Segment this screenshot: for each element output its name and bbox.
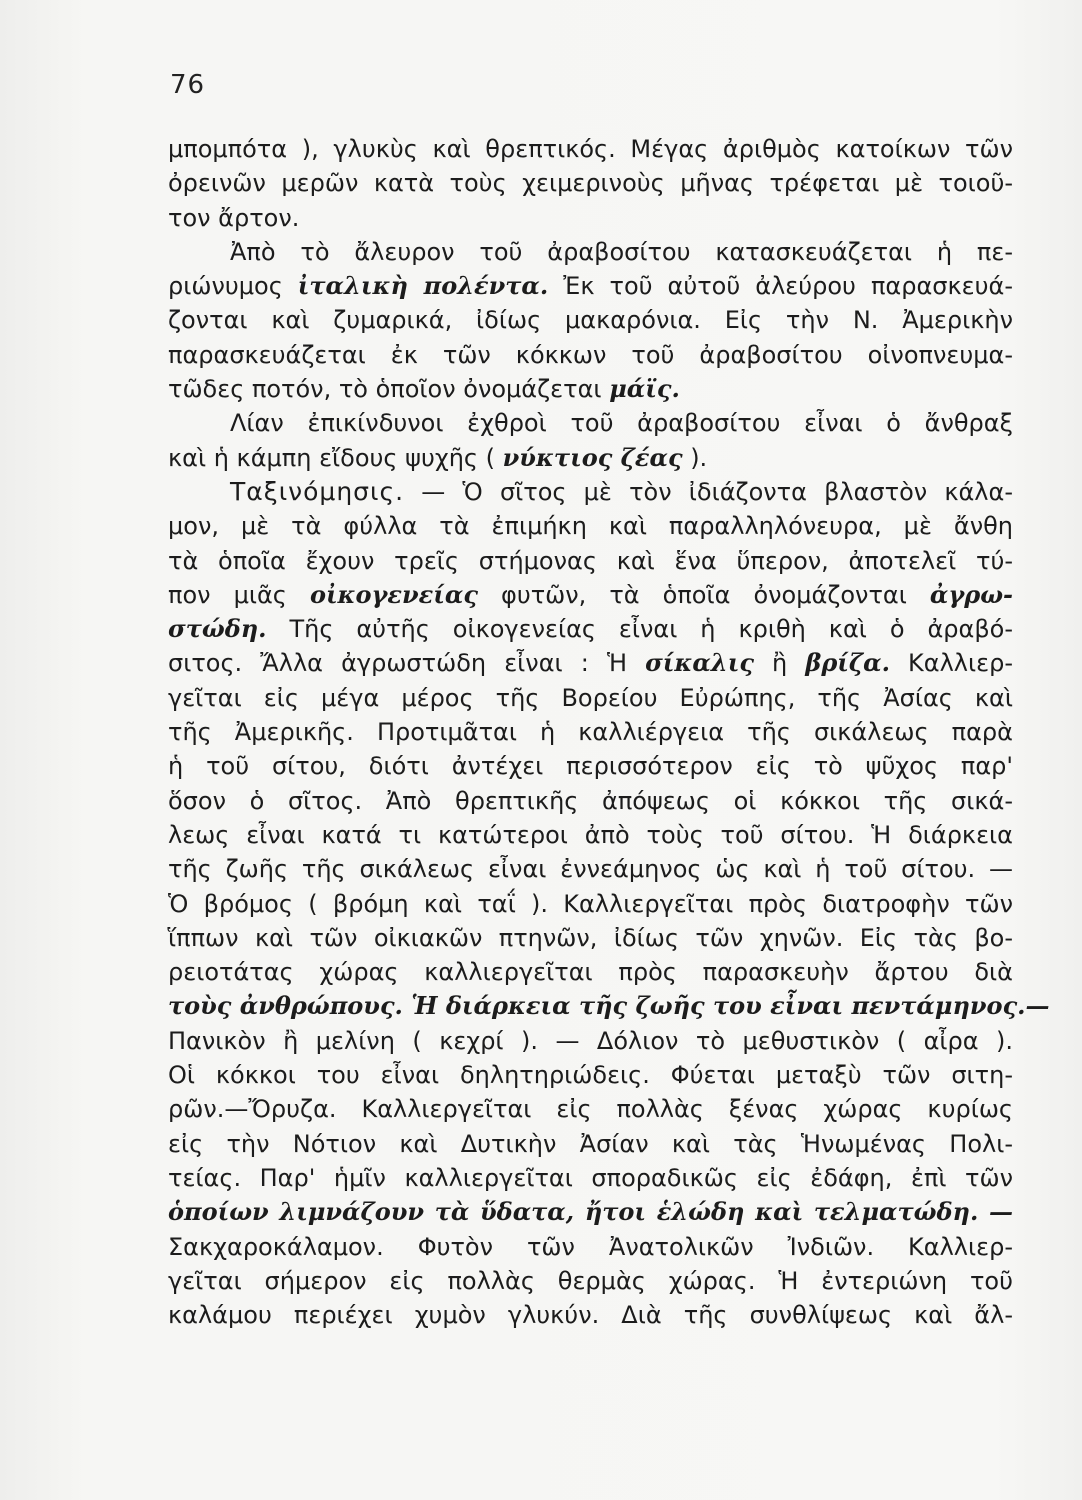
text-line: [168, 1092, 1013, 1126]
text-line: [168, 715, 1013, 749]
section-heading: Ταξινόμησις.: [230, 476, 405, 506]
text-line: [168, 1058, 1013, 1092]
text-line: [168, 338, 1013, 372]
page-number: 76: [170, 70, 206, 100]
emphasized-term: στώδη.: [168, 614, 267, 644]
text-segment: ρειοτάτας χώρας καλλιεργεῖται πρὸς παρασκευὴν ἄρτου διὰ: [168, 958, 1013, 987]
text-segment: τὰ ὁποῖα ἔχουν τρεῖς στήμονας καὶ ἕνα ὕπερον, ἀποτελεῖ τύ-: [168, 546, 1013, 575]
text-line: [168, 269, 1013, 303]
text-segment: Οἱ κόκκοι του εἶναι δηλητηριώδεις. Φύεται μεταξὺ τῶν σιτη-: [168, 1061, 1013, 1090]
text-line: [168, 475, 1013, 509]
text-segment: μπομπότα ), γλυκὺς καὶ θρεπτικός. Μέγας ἀριθμὸς κατοίκων τῶν: [168, 135, 1013, 163]
text-segment: σιτος. Ἄλλα ἀγρωστώδη εἶναι : Ἡ: [168, 649, 646, 678]
text-line: [168, 1230, 1013, 1264]
text-segment: (: [292, 889, 333, 918]
text-line: [168, 406, 1013, 440]
text-segment: (: [394, 1026, 440, 1055]
emphasized-term: οἰκογενείας: [309, 579, 478, 609]
text-segment: Ἀπὸ τὸ ἄλευρον τοῦ ἀραβοσίτου κατασκευάζεται ἡ πε-: [230, 237, 1013, 266]
text-segment: γεῖται σήμερον εἰς πολλὰς θερμὰς χώρας. Ἡ ἐντεριώνη τοῦ: [168, 1266, 1013, 1295]
text-segment: ). —: [503, 1026, 597, 1055]
text-line: [168, 1264, 1013, 1298]
text-line: [168, 303, 1013, 337]
emphasized-term: σίκαλις: [645, 648, 754, 678]
text-segment: βρόμος: [203, 889, 293, 918]
text-segment: Τῆς αὐτῆς οἰκογενείας εἶναι ἡ κριθὴ καὶ ὁ ἀραβό-: [266, 615, 1013, 644]
text-line: [168, 1161, 1013, 1195]
text-segment: τῶδες ποτόν, τὸ ὁποῖον ὀνομάζεται: [168, 375, 610, 404]
text-line: [168, 235, 1013, 269]
text-line: [168, 955, 1013, 989]
text-segment: καλάμου περιέχει χυμὸν γλυκύν. Διὰ τῆς συνθλίψεως καὶ ἄλ-: [168, 1301, 1013, 1330]
text-segment: Σακχαροκάλαμον.: [168, 1232, 384, 1261]
text-segment: ριώνυμος: [168, 272, 298, 301]
text-line: [168, 818, 1013, 852]
text-segment: Καλλιεργεῖται εἰς πολλὰς ξένας χώρας κυρίως: [336, 1095, 1013, 1124]
text-line: [168, 544, 1013, 578]
text-segment: βρόμη: [332, 889, 409, 918]
text-segment: Δόλιον τὸ μεθυστικὸν: [596, 1026, 880, 1055]
text-segment: ).: [978, 1026, 1014, 1055]
text-segment: γεῖται εἰς μέγα μέρος τῆς Βορείου Εὐρώπης, τῆς Ἀσίας καὶ: [168, 683, 1013, 712]
text-line: [168, 1024, 1013, 1058]
emphasized-term: ἰταλικὴ πολέντα.: [297, 271, 549, 301]
text-segment: ἡ τοῦ σίτου, διότι ἀντέχει περισσότερον εἰς τὸ ψῦχος παρ': [168, 752, 1013, 781]
text-segment: λεως εἶναι κατά τι κατώτεροι ἀπὸ τοὺς τοῦ σίτου. Ἡ διάρκεια: [168, 820, 1013, 849]
text-line: [168, 132, 1013, 166]
text-line: [168, 509, 1013, 543]
text-line: [168, 749, 1013, 783]
text-segment: τῆς ζωῆς τῆς σικάλεως εἶναι ἐννεάμηνος ὡς καὶ ἡ τοῦ σίτου. —: [168, 855, 1013, 884]
text-segment: παρασκευάζεται ἐκ τῶν κόκκων τοῦ ἀραβοσίτου οἰνοπνευμα-: [168, 340, 1013, 369]
text-segment: εἰς τὴν Νότιον καὶ Δυτικὴν Ἀσίαν καὶ τὰς Ἡνωμένας Πολι-: [168, 1129, 1013, 1158]
text-segment: Καλλιερ-: [889, 649, 1013, 678]
text-segment: ). Καλλιεργεῖται πρὸς διατροφὴν τῶν: [515, 889, 1014, 918]
emphasized-term: βρίζα.: [805, 648, 890, 678]
text-segment: ἢ: [753, 649, 806, 678]
text-segment: Πανικὸν ἢ μελίνη: [168, 1026, 395, 1055]
text-line: [168, 441, 1013, 475]
text-line: [168, 166, 1013, 200]
text-line: [168, 989, 1050, 1023]
text-line: [168, 578, 1013, 612]
text-segment: καὶ: [408, 889, 478, 918]
body-text: [168, 132, 1050, 1332]
text-segment: τῆς Ἀμερικῆς. Προτιμᾶται ἡ καλλιέργεια τῆς σικάλεως παρὰ: [168, 718, 1013, 747]
text-segment: Ὁ: [168, 889, 204, 918]
text-line: [168, 1195, 1013, 1229]
text-segment: Ἐκ τοῦ αὐτοῦ ἀλεύρου παρασκευά-: [548, 272, 1013, 301]
text-line: [168, 646, 1013, 680]
text-segment: πον μιᾶς: [168, 580, 310, 609]
text-segment: ἵππων καὶ τῶν οἰκιακῶν πτηνῶν, ἰδίως τῶν χηνῶν. Εἰς τὰς βο-: [168, 923, 1013, 952]
text-segment: Λίαν ἐπικίνδυνοι ἐχθροὶ τοῦ ἀραβοσίτου εἶναι ὁ ἄνθραξ: [230, 409, 1013, 438]
text-segment: (: [879, 1026, 924, 1055]
emphasized-term: ἀγρω-: [929, 579, 1014, 609]
text-line: [168, 681, 1013, 715]
text-segment: τείας. Παρ' ἡμῖν καλλιεργεῖται σποραδικῶς εἰς ἐδάφη, ἐπὶ τῶν: [168, 1163, 1013, 1192]
text-segment: Φυτὸν τῶν Ἀνατολικῶν Ἰνδιῶν. Καλλιερ-: [383, 1232, 1013, 1261]
emphasized-term: τοὺς ἀνθρώπους. Ἡ διάρκεια τῆς ζωῆς του εἶναι πεντάμηνος.—: [168, 991, 1050, 1021]
text-line: [168, 612, 1013, 646]
text-line: [168, 784, 1013, 818]
text-line: [168, 921, 1013, 955]
text-segment: μον, μὲ τὰ φύλλα τὰ ἐπιμήκη καὶ παραλληλόνευρα, μὲ ἄνθη: [168, 512, 1013, 541]
text-segment: ).: [682, 443, 708, 472]
text-segment: — Ὁ σῖτος μὲ τὸν ἰδιάζοντα βλαστὸν κάλα-: [404, 477, 1013, 506]
text-line: [168, 201, 1013, 235]
text-segment: τον ἄρτον.: [168, 203, 300, 232]
text-line: [168, 887, 1013, 921]
text-segment: καὶ ἡ κάμπη εἴδους ψυχῆς (: [168, 443, 503, 472]
text-line: [168, 1298, 1013, 1332]
text-segment: φυτῶν, τὰ ὁποῖα ὀνομάζονται: [477, 580, 930, 609]
text-line: [168, 852, 1013, 886]
text-segment: Ὄρυζα.: [248, 1095, 337, 1124]
text-segment: ταΐ: [477, 889, 516, 918]
text-segment: ὀρεινῶν μερῶν κατὰ τοὺς χειμερινοὺς μῆνας τρέφεται μὲ τοιοῦ-: [168, 169, 1013, 198]
text-segment: ὅσον ὁ σῖτος. Ἀπὸ θρεπτικῆς ἀπόψεως οἱ κόκκοι τῆς σικά-: [168, 786, 1013, 815]
emphasized-term: ὁποίων λιμνάζουν τὰ ὕδατα, ἤτοι ἑλώδη καὶ τελματώδη. —: [168, 1197, 1013, 1227]
text-segment: κεχρί: [439, 1026, 504, 1055]
emphasized-term: νύκτιος ζέας: [502, 442, 683, 472]
text-line: [168, 1127, 1013, 1161]
text-line: [168, 372, 1013, 406]
text-segment: ζονται καὶ ζυμαρικά, ἰδίως μακαρόνια. Εἰς τὴν Ν. Ἀμερικὴν: [168, 306, 1013, 335]
text-segment: αἶρα: [923, 1026, 979, 1055]
text-segment: ρῶν.—: [168, 1095, 249, 1124]
emphasized-term: μάϊς.: [609, 374, 680, 404]
